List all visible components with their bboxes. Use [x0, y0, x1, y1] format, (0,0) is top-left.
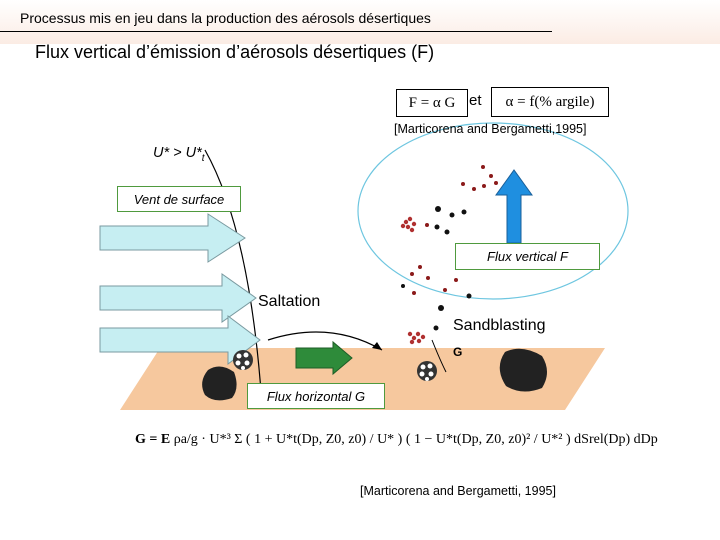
wind-arrow-1 — [100, 214, 245, 262]
particle-cluster-upper — [401, 217, 416, 232]
soil-aggregate-right — [500, 349, 547, 392]
g-label: G — [453, 345, 463, 359]
surface-wind-label: Vent de surface — [117, 186, 241, 212]
soil-aggregate-left — [202, 366, 236, 400]
wind-arrow-2 — [100, 274, 256, 322]
particle-cluster-lower — [408, 332, 425, 344]
dust-particles-red — [410, 165, 498, 295]
aggregate-cluster-2 — [417, 361, 437, 381]
horizontal-flux-equation — [135, 432, 658, 448]
threshold-condition-main: U* > U* — [153, 145, 202, 161]
aggregate-cluster-1 — [233, 350, 253, 370]
reference-bottom: [Marticorena and Bergametti, 1995] — [360, 484, 556, 498]
threshold-condition-label — [153, 145, 205, 164]
reference-top: [Marticorena and Bergametti,1995] — [394, 122, 587, 136]
horizontal-flux-label: Flux horizontal G — [247, 383, 385, 409]
formula-alpha-clay: α = f(% argile) — [491, 87, 609, 117]
equation-lhs: G = E — [135, 432, 171, 447]
et-label: et — [469, 92, 482, 109]
emission-ellipse — [358, 123, 628, 299]
saltation-trajectory — [268, 332, 382, 350]
threshold-condition-subscript: t — [201, 152, 205, 164]
vertical-flux-arrow — [496, 170, 532, 243]
formula-f-equals-alpha-g: F = α G — [396, 89, 468, 117]
sandblasting-label: Sandblasting — [453, 317, 546, 334]
slide-title: Flux vertical d’émission d’aérosols désertiques (F) — [35, 42, 435, 62]
vertical-flux-label: Flux vertical F — [455, 243, 600, 270]
saltation-label: Saltation — [258, 293, 321, 310]
header-title: Processus mis en jeu dans la production des aérosols désertiques — [20, 10, 431, 26]
equation-rhs: ρa/g · U*³ Σ ( 1 + U*t(Dp, Z0, z0) / U* ) ( 1 − U*t(Dp, Z0, z0)² / U*² ) dSrel(Dp) dDp — [173, 432, 658, 447]
